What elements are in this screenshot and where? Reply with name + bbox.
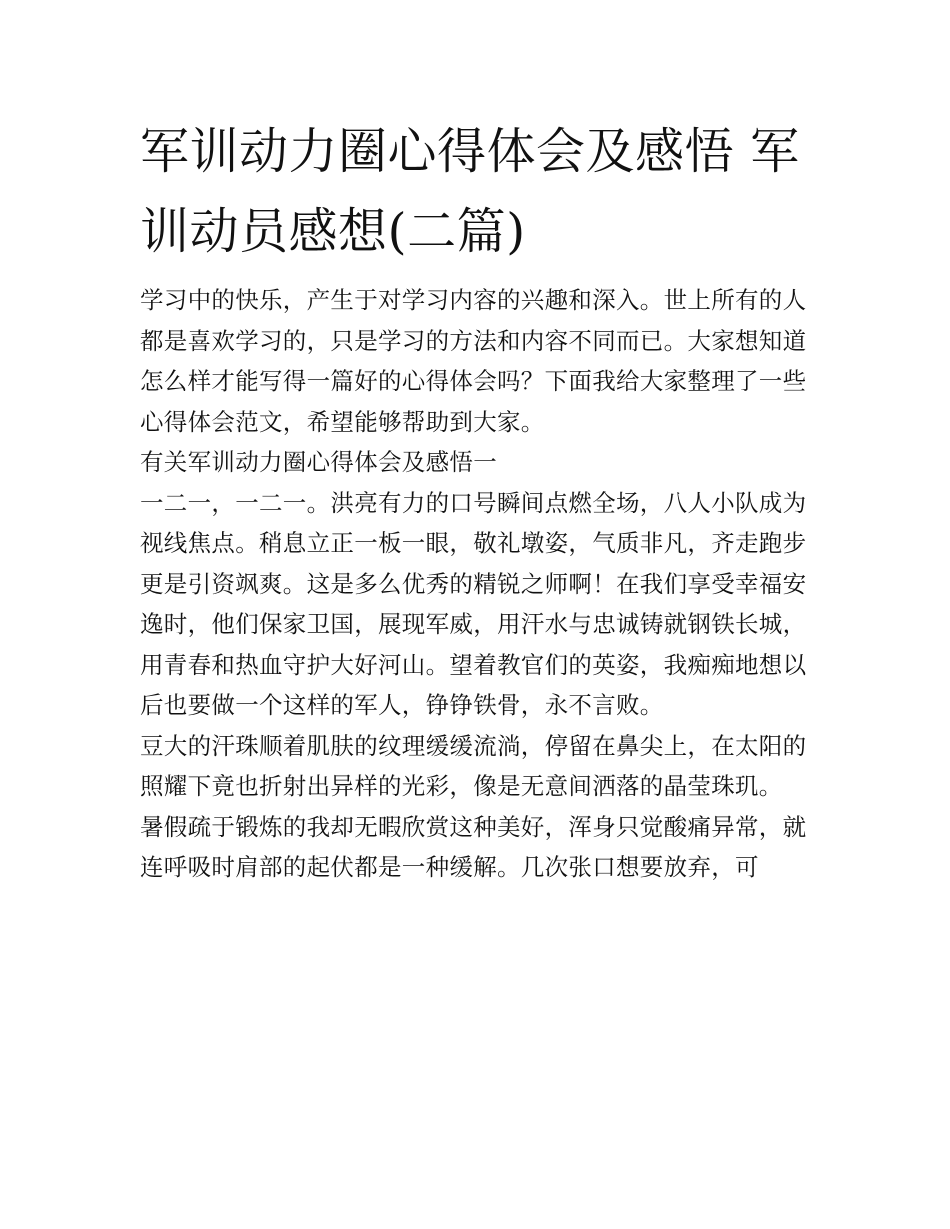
section-heading: 有关军训动力圈心得体会及感悟一 [140, 448, 497, 476]
document-body [140, 280, 820, 888]
body-paragraph: 豆大的汗珠顺着肌肤的纹理缓缓流淌，停留在鼻尖上，在太阳的照耀下竟也折射出异样的光彩，像是无意间洒落的晶莹珠玑。 [140, 731, 807, 800]
body-paragraph: 暑假疏于锻炼的我却无暇欣赏这种美好，浑身只觉酸痛异常，就连呼吸时肩部的起伏都是一种缓解。几次张口想要放弃，可 [140, 812, 807, 881]
intro-paragraph: 学习中的快乐，产生于对学习内容的兴趣和深入。世上所有的人都是喜欢学习的，只是学习的方法和内容不同而已。大家想知道怎么样才能写得一篇好的心得体会吗？下面我给大家整理了一些心得体会范文，希望能够帮助到大家。 [140, 286, 807, 436]
document-title: 军训动力圈心得体会及感悟 军训动员感想(二篇) [140, 123, 800, 260]
body-paragraph: 一二一，一二一。洪亮有力的口号瞬间点燃全场，八人小队成为视线焦点。稍息立正一板一眼，敬礼墩姿，气质非凡，齐走跑步更是引资飒爽。这是多么优秀的精锐之师啊！在我们享受幸福安逸时，他们保家卫国，展现军威，用汗水与忠诚铸就钢铁长城，用青春和热血守护大好河山。望着教官们的英姿，我痴痴地想以后也要做一个这样的军人，铮铮铁骨，永不言败。 [140, 488, 807, 719]
